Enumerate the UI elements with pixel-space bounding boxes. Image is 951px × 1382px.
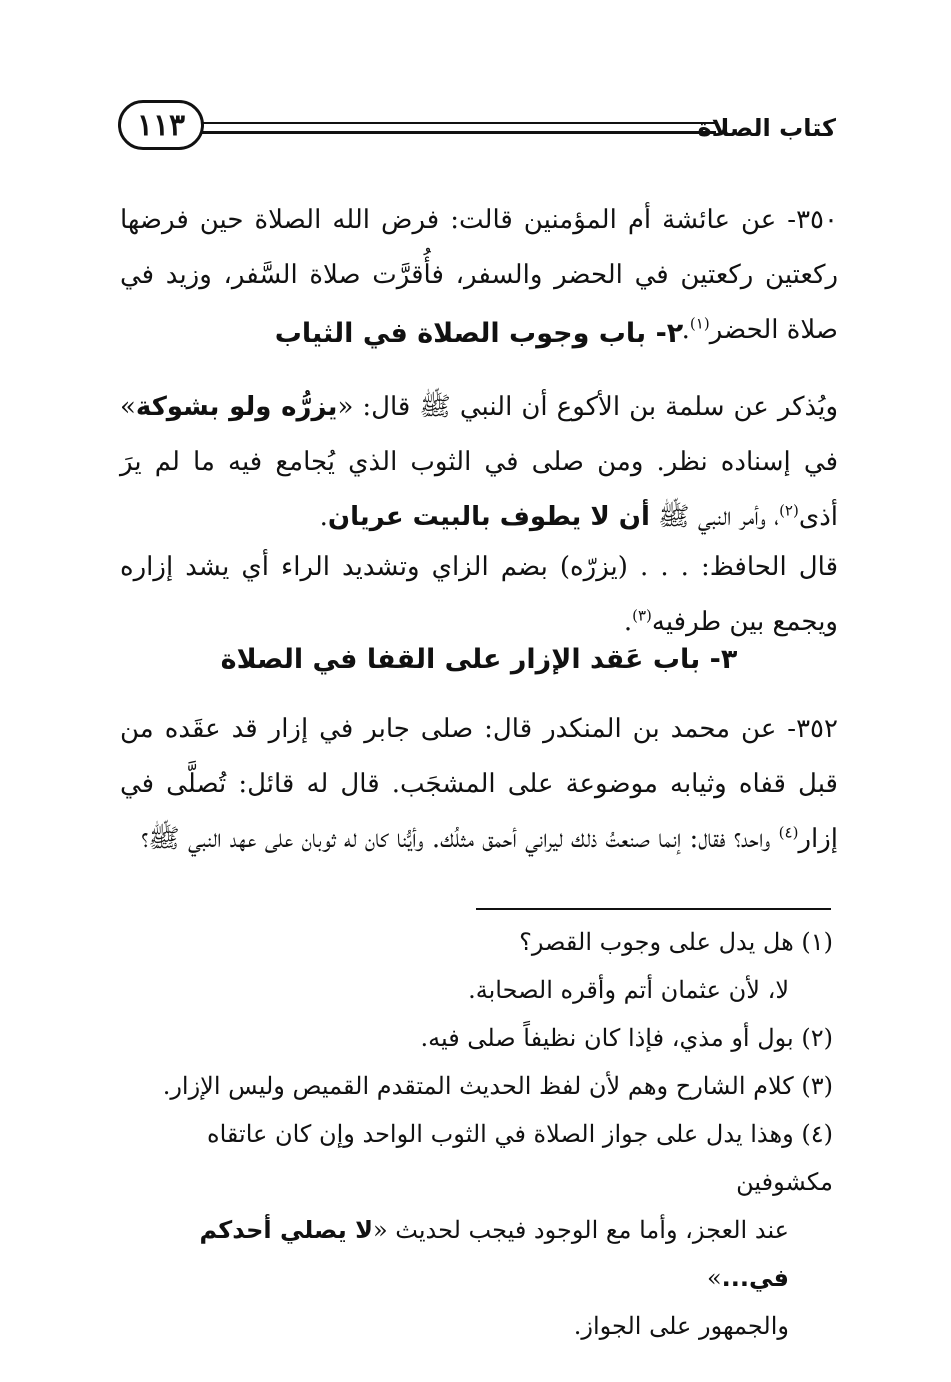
fn4-close-quote: » [706, 1264, 722, 1292]
footnote-4-line3: والجمهور على الجواز. [573, 1312, 789, 1340]
hadith-352-text-a: ٣٥٢- عن محمد بن المنكدر قال: صلى جابر في إزار قد عقَده من قبل قفاه وثيابه موضوعة على المشجَب. قال له قائل: تُصلَّى في إزار [120, 714, 838, 854]
hadith-352 [120, 702, 838, 867]
intro-bold-hadith: يزرُّه ولو بشوكة [135, 392, 338, 422]
page-number: ١١٣ [118, 100, 204, 150]
hafiz-text: قال الحافظ: . . . (يزرّه) بضم الزاي وتشديد الراء أي يشد إزاره ويجمع بين طرفيه [120, 552, 838, 637]
footnote-ref-3: (٣) [632, 606, 652, 625]
chapter-3-heading: ٣- باب عَقد الإزار على القفا في الصلاة [220, 644, 738, 675]
footnote-ref-1: (١) [689, 314, 710, 333]
hadith-352-text-b: واحد؟ فقال: إنما صنعتُ ذلك ليراني أحمق مثلُك. وأيُّنا كان له ثوبان على عهد النبي ﷺ؟ [141, 824, 779, 854]
page-header [118, 100, 836, 158]
footnote-ref-2: (٢) [779, 501, 799, 520]
footnote-ref-4: (٤) [778, 823, 799, 842]
intro-text-c: ، وأمر النبي ﷺ [649, 502, 780, 532]
footnote-1-question: (١) هل يدل على وجوب القصر؟ [519, 928, 833, 956]
hafiz-comment [120, 540, 838, 650]
footnote-divider [476, 908, 831, 910]
footnote-4-line1: (٤) وهذا يدل على جواز الصلاة في الثوب الواحد وإن كان عاتقاه مكشوفين [207, 1120, 833, 1196]
intro-text-a: ويُذكر عن سلمة بن الأكوع أن النبي ﷺ قال: « [337, 392, 838, 422]
footnote-4-line2 [113, 1206, 833, 1302]
footnote-3: (٣) كلام الشارح وهم لأن لفظ الحديث المتقدم القميص وليس الإزار. [162, 1072, 833, 1100]
book-title: كتاب الصلاة [697, 114, 836, 142]
period: . [623, 607, 633, 637]
intro-text-b: » في إسناده نظر. ومن صلى في الثوب الذي يُجامع فيه ما لم يرَ أذى [120, 392, 838, 532]
header-rule-thick [188, 131, 716, 134]
fn4-text: عند العجز، وأما مع الوجود فيجب لحديث « [372, 1216, 789, 1244]
intro-bold-command: أن لا يطوف بالبيت عريان [327, 502, 650, 532]
period: . [319, 502, 328, 532]
hadith-350-line2: ركعتين في الحضر والسفر، فأُقرَّت صلاة السَّفر، وزيد في صلاة الحضر [120, 260, 838, 345]
period: . [681, 315, 690, 345]
chapter-2-heading: ٢- باب وجوب الصلاة في الثياب [274, 318, 684, 349]
footnotes [113, 918, 833, 1350]
header-rule [188, 122, 716, 124]
hadith-350-line1: ٣٥٠- عن عائشة أم المؤمنين قالت: فرض الله الصلاة حين فرضها ركعتين [120, 205, 839, 290]
footnote-2: (٢) بول أو مذي، فإذا كان نظيفاً صلى فيه. [420, 1024, 833, 1052]
footnote-1-answer: لا، لأن عثمان أتم وأقره الصحابة. [468, 976, 789, 1004]
fn4-bold-hadith: لا يصلي أحدكم في... [199, 1216, 789, 1292]
chapter-2-intro [120, 380, 838, 545]
